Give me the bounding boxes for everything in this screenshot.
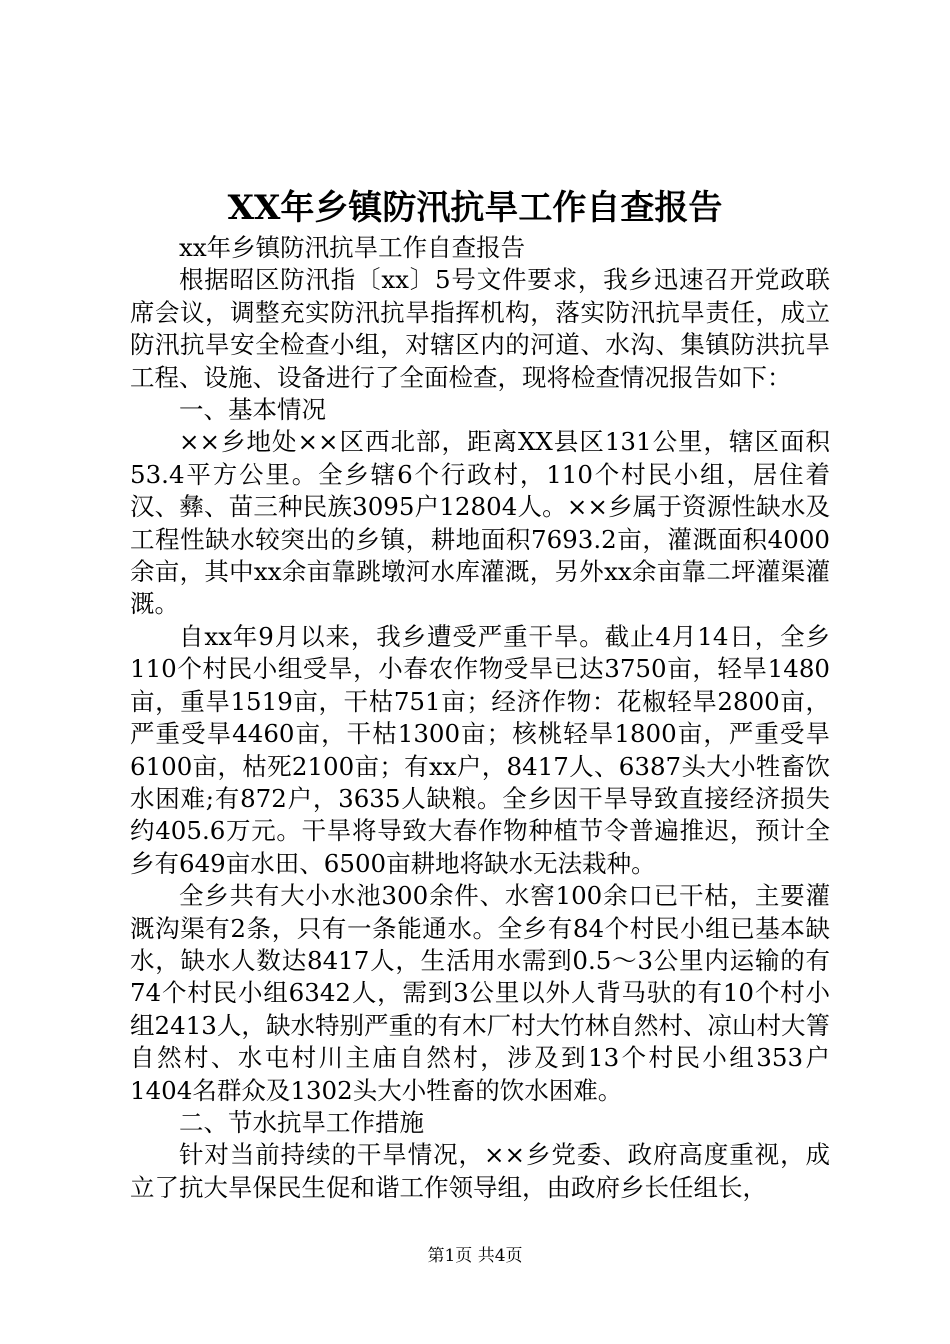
body-paragraph: ××乡地处××区西北部，距离XX县区131公里，辖区面积53.4平方公里。全乡辖6个行政村，110个村民小组，居住着汉、彝、苗三种民族3095户12804人。××乡属于资源性缺水及工程性缺水较突出的乡镇，耕地面积7693.2亩，灌溉面积4000余亩，其中xx余亩靠跳墩河水库灌溉，另外xx余亩靠二坪灌渠灌溉。 — [130, 427, 830, 619]
document-body — [130, 232, 830, 1204]
section-heading-measures: 二、节水抗旱工作措施 — [179, 1107, 424, 1137]
body-paragraph: 自xx年9月以来，我乡遭受严重干旱。截止4月14日，全乡110个村民小组受旱，小春农作物受旱已达3750亩，轻旱1480亩，重旱1519亩，干枯751亩；经济作物：花椒轻旱2800亩，严重受旱4460亩，干枯1300亩；核桃轻旱1800亩，严重受旱6100亩，枯死2100亩；有xx户，8417人、6387头大小牲畜饮水困难;有872户，3635人缺粮。全乡因干旱导致直接经济损失约405.6万元。干旱将导致大春作物种植节令普遍推迟，预计全乡有649亩水田、6500亩耕地将缺水无法栽种。 — [130, 621, 830, 878]
subtitle-paragraph: xx年乡镇防汛抗旱工作自查报告 — [179, 233, 526, 262]
body-paragraph: 全乡共有大小水池300余件、水窖100余口已干枯，主要灌溉沟渠有2条，只有一条能通水。全乡有84个村民小组已基本缺水，缺水人数达8417人，生活用水需到0.5～3公里内运输的有74个村民小组6342人，需到3公里以外人背马驮的有10个村小组2413人，缺水特别严重的有木厂村大竹林自然村、凉山村大箐自然村、水屯村川主庙自然村，涉及到13个村民小组353户1404名群众及1302头大小牲畜的饮水困难。 — [130, 881, 830, 1105]
page-footer: 第1页 共4页 — [427, 1246, 523, 1266]
section-heading-basic-situation: 一、基本情况 — [179, 395, 326, 425]
document-title: XX年乡镇防汛抗旱工作自查报告 — [227, 188, 723, 228]
intro-paragraph: 根据昭区防汛指〔xx〕5号文件要求，我乡迅速召开党政联席会议，调整充实防汛抗旱指挥机构，落实防汛抗旱责任，成立防汛抗旱安全检查小组，对辖区内的河道、水沟、集镇防洪抗旱工程、设施、设备进行了全面检查，现将检查情况报告如下： — [130, 265, 830, 392]
body-paragraph: 针对当前持续的干旱情况，××乡党委、政府高度重视，成立了抗大旱保民生促和谐工作领导组，由政府乡长任组长， — [130, 1140, 830, 1202]
